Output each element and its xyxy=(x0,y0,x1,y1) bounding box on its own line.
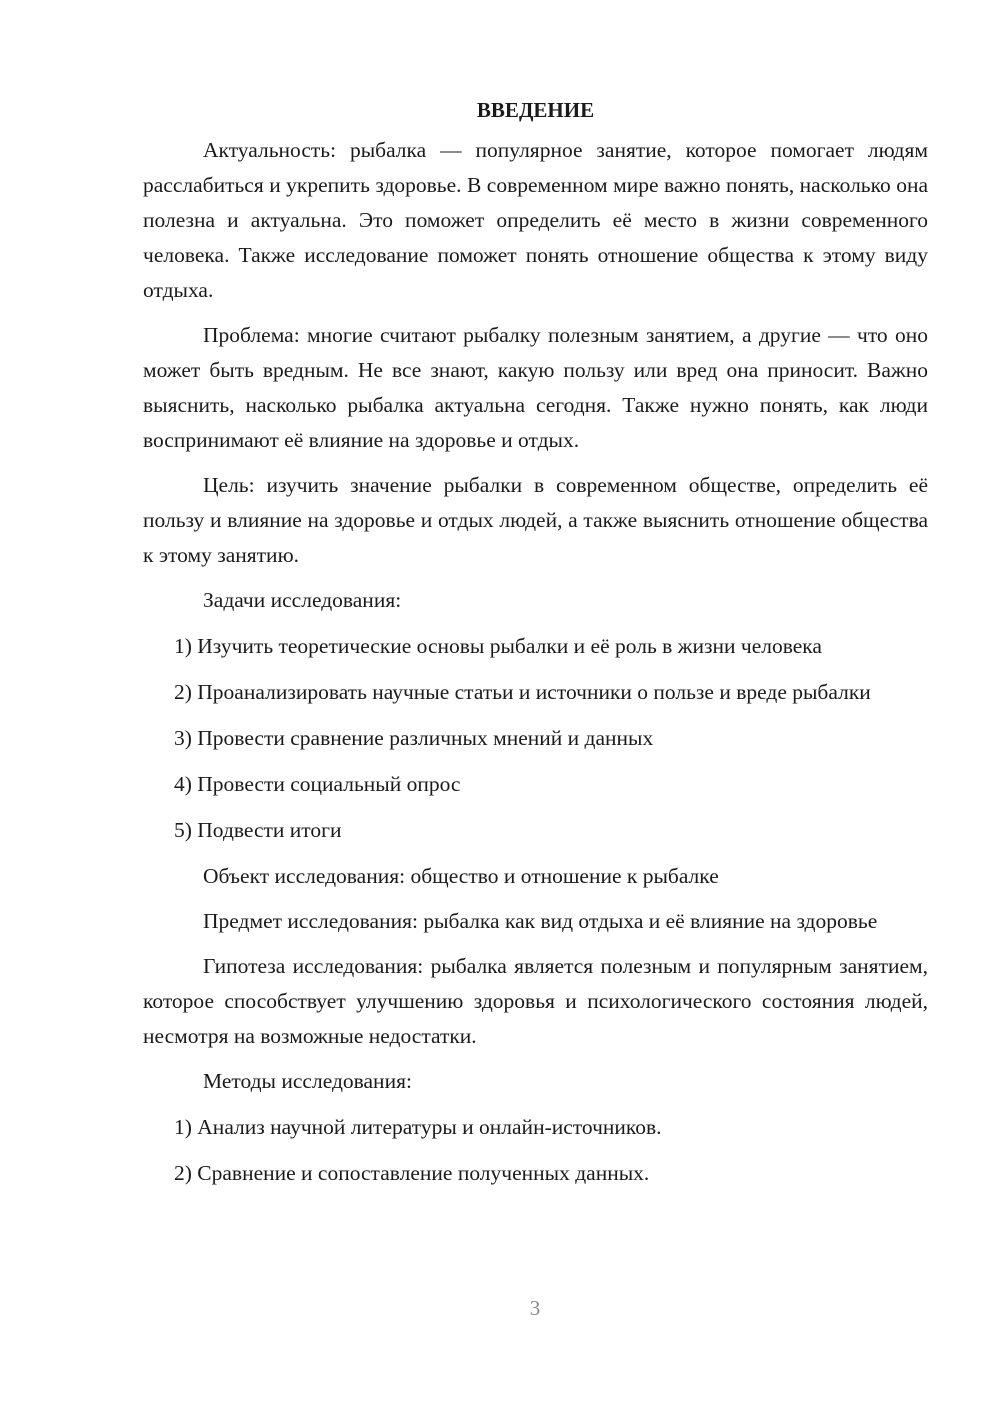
tasks-heading: Задачи исследования: xyxy=(203,588,402,612)
method-item: 2) Сравнение и сопоставление полученных данных. xyxy=(174,1161,650,1185)
object-paragraph: Объект исследования: общество и отношение к рыбалке xyxy=(203,864,719,888)
goal-paragraph: Цель: изучить значение рыбалки в современном обществе, определить её пользу и влияние на здоровье и отдых людей, а также выяснить отношение общества к этому занятию. xyxy=(143,473,928,567)
task-item: 3) Провести сравнение различных мнений и данных xyxy=(174,726,654,750)
subject-paragraph: Предмет исследования: рыбалка как вид отдыха и её влияние на здоровье xyxy=(203,909,878,933)
page-number: 3 xyxy=(529,1296,541,1320)
section-title: ВВЕДЕНИЕ xyxy=(476,98,595,122)
task-item: 5) Подвести итоги xyxy=(174,818,342,842)
method-item: 1) Анализ научной литературы и онлайн-источников. xyxy=(174,1115,662,1139)
task-item: 4) Провести социальный опрос xyxy=(174,772,461,796)
relevance-paragraph: Актуальность: рыбалка — популярное занятие, которое помогает людям расслабиться и укрепить здоровье. В современном мире важно понять, насколько она полезна и актуальна. Это поможет определить её место в жизни современного человека. Также исследование поможет понять отношение общества к этому виду отдыха. xyxy=(143,138,928,302)
task-item: 2) Проанализировать научные статьи и источники о пользе и вреде рыбалки xyxy=(174,680,871,704)
methods-heading: Методы исследования: xyxy=(203,1069,412,1093)
hypothesis-paragraph: Гипотеза исследования: рыбалка является полезным и популярным занятием, которое способствует улучшению здоровья и психологического состояния людей, несмотря на возможные недостатки. xyxy=(143,954,928,1048)
task-item: 1) Изучить теоретические основы рыбалки и её роль в жизни человека xyxy=(174,634,822,658)
document-page xyxy=(143,92,928,1202)
problem-paragraph: Проблема: многие считают рыбалку полезным занятием, а другие — что оно может быть вредным. Не все знают, какую пользу или вред она приносит. Важно выяснить, насколько рыбалка актуальна сегодня. Также нужно понять, как люди воспринимают её влияние на здоровье и отдых. xyxy=(143,323,928,452)
